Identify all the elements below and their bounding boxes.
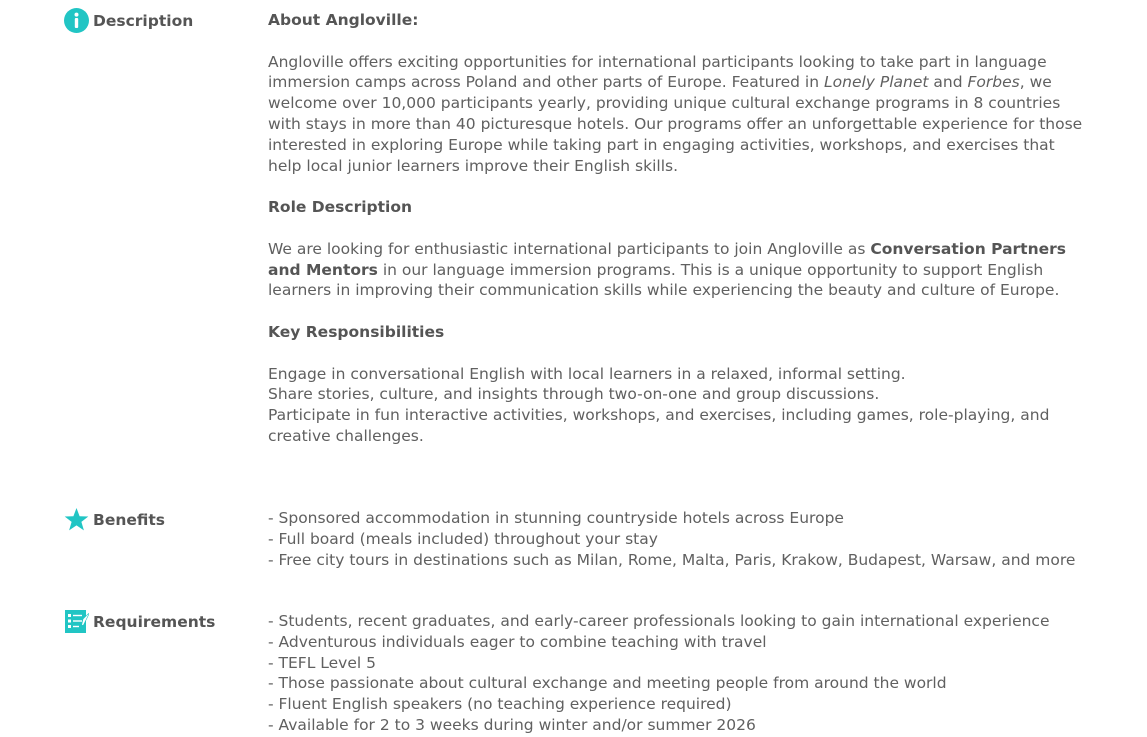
role-paragraph <box>268 239 1083 301</box>
requirement-item: - Those passionate about cultural exchange and meeting people from around the world <box>268 674 947 693</box>
benefits-label-text: Benefits <box>93 510 165 529</box>
about-text-2: and <box>928 73 968 92</box>
role-text-2: in our language immersion programs. This is a unique opportunity to support English learners in improving their communication skills while experiencing the beauty and culture of Europe. <box>268 260 1060 300</box>
about-em-lonely-planet: Lonely Planet <box>824 73 929 92</box>
benefit-item: - Sponsored accommodation in stunning countryside hotels across Europe <box>268 509 844 527</box>
benefit-item: - Full board (meals included) throughout your stay <box>268 529 658 548</box>
info-icon <box>64 8 89 33</box>
description-label <box>64 8 193 33</box>
about-text-3: , we welcome over 10,000 participants yearly, providing unique cultural exchange programs in 8 countries with stays in more than 40 picturesque hotels. Our programs offer an unforgettable experience for those interested in exploring Europe while taking part in engaging activities, workshops, and exercises that help local junior learners improve their English skills. <box>268 73 1083 175</box>
responsibilities-heading: Key Responsibilities <box>268 322 445 341</box>
requirement-item: - Students, recent graduates, and early-career professionals looking to gain international experience <box>268 612 1050 630</box>
requirement-item: - TEFL Level 5 <box>268 653 376 672</box>
role-text-1: We are looking for enthusiastic international participants to join Angloville as <box>268 239 871 258</box>
responsibility-item: Share stories, culture, and insights through two-on-one and group discussions. <box>268 385 880 404</box>
benefits-label <box>64 507 165 532</box>
star-icon <box>64 507 89 532</box>
benefits-content <box>268 508 1083 570</box>
description-content <box>268 10 1083 447</box>
about-heading: About Angloville: <box>268 11 419 29</box>
about-em-forbes: Forbes <box>967 73 1020 92</box>
responsibility-item: Participate in fun interactive activities, workshops, and exercises, including games, role-playing, and creative challenges. <box>268 406 1050 445</box>
requirement-item: - Adventurous individuals eager to combine teaching with travel <box>268 632 767 651</box>
role-heading: Role Description <box>268 198 413 217</box>
requirement-item: - Fluent English speakers (no teaching experience required) <box>268 695 732 714</box>
about-text-1: Angloville offers exciting opportunities for international participants looking to take part in language immersion camps across Poland and other parts of Europe. Featured in <box>268 52 1047 92</box>
checklist-icon <box>64 609 89 634</box>
requirements-label <box>64 609 215 634</box>
requirements-content <box>268 611 1083 736</box>
requirements-label-text: Requirements <box>93 612 216 631</box>
description-label-text: Description <box>93 11 194 30</box>
role-strong: Conversation Partners and Mentors <box>268 239 1067 279</box>
requirement-item: - Available for 2 to 3 weeks during winter and/or summer 2026 <box>268 715 756 734</box>
responsibility-item: Engage in conversational English with local learners in a relaxed, informal setting. <box>268 364 906 383</box>
about-paragraph <box>268 52 1083 177</box>
benefit-item: - Free city tours in destinations such as Milan, Rome, Malta, Paris, Krakow, Budapest, Warsaw, and more <box>268 550 1076 569</box>
